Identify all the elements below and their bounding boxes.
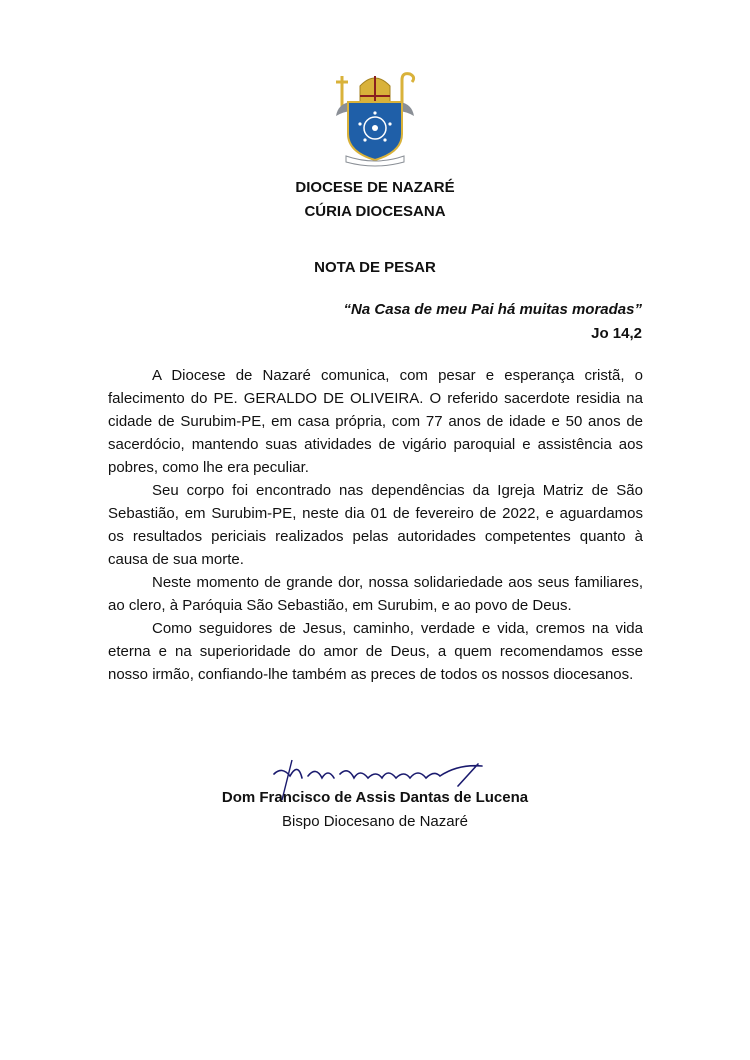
epigraph-reference: Jo 14,2 — [591, 325, 642, 342]
paragraph: A Diocese de Nazaré comunica, com pesar e esperança cristã, o falecimento do PE. GERALDO DE OLIVEIRA. O referido sacerdote residia na cidade de Surubim-PE, em casa própria, com 77 anos de idade e 50 anos de sacerdócio, mantendo suas atividades de vigário paroquial e assistência aos pobres, como lhe era peculiar. — [108, 367, 643, 476]
signatory-name: Dom Francisco de Assis Dantas de Lucena — [221, 789, 529, 806]
curia-heading: CÚRIA DIOCESANA — [304, 203, 446, 220]
epigraph-quote: “Na Casa de meu Pai há muitas moradas” — [343, 301, 642, 318]
document-title: NOTA DE PESAR — [314, 259, 436, 276]
paragraph: Neste momento de grande dor, nossa solidariedade aos seus familiares, ao clero, à Paróquia São Sebastião, em Surubim, e ao povo de Deus. — [108, 574, 643, 614]
paragraph: Como seguidores de Jesus, caminho, verdade e vida, cremos na vida eterna e na superioridade do amor de Deus, a quem recomendamos esse nosso irmão, confiando-lhe também as preces de todos os nossos diocesanos. — [108, 620, 643, 683]
diocese-heading: DIOCESE DE NAZARÉ — [295, 179, 455, 196]
diocesan-coat-of-arms-icon — [330, 68, 420, 168]
body-text — [108, 364, 643, 686]
signatory-role: Bispo Diocesano de Nazaré — [282, 813, 468, 830]
paragraph: Seu corpo foi encontrado nas dependências da Igreja Matriz de São Sebastião, em Surubim-PE, neste dia 01 de fevereiro de 2022, e aguardamos os resultados periciais realizados pelas autoridades competentes quanto à causa de sua morte. — [108, 482, 643, 568]
